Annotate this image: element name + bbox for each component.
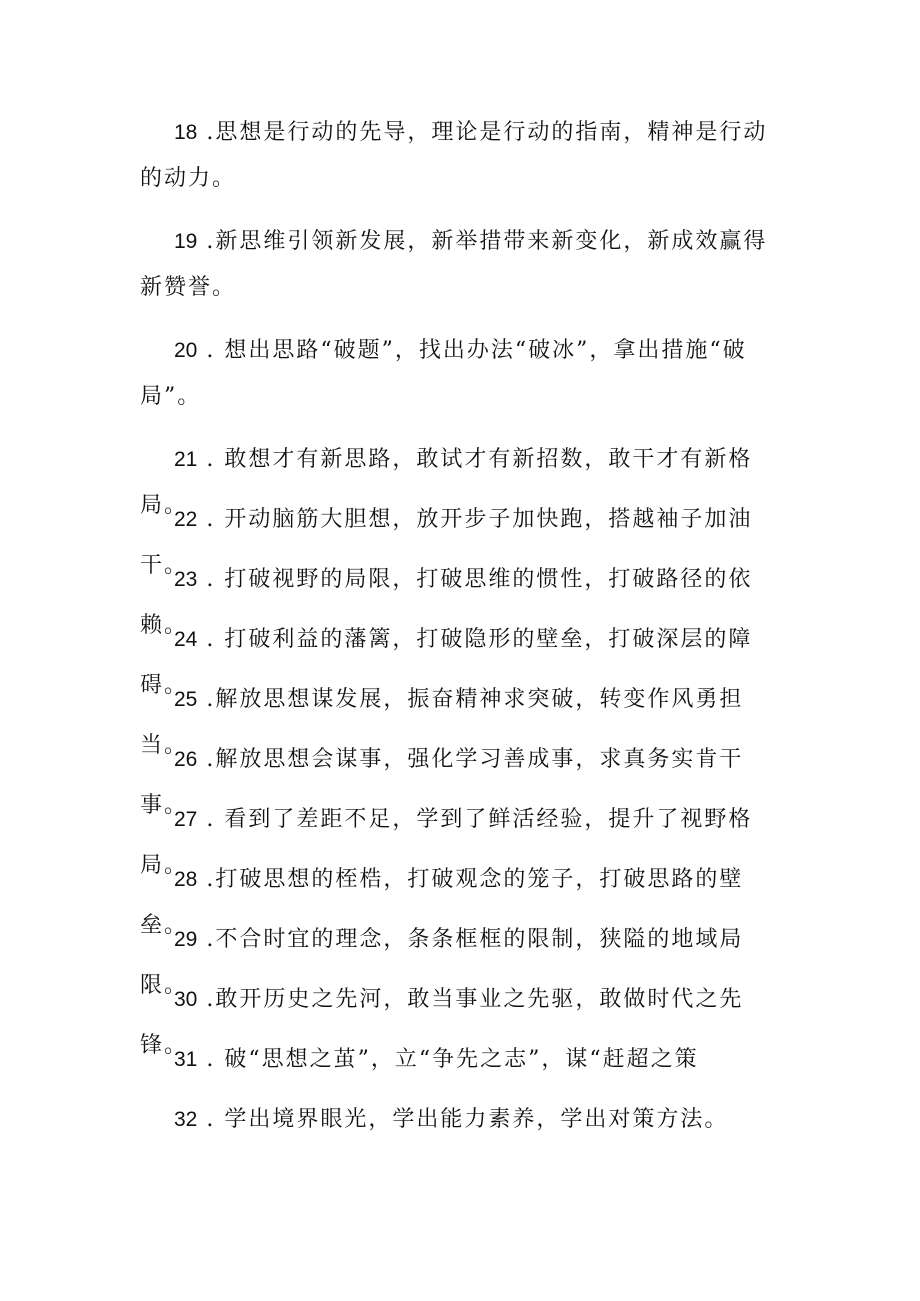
list-item bbox=[140, 328, 780, 420]
item-number: 19 bbox=[174, 230, 198, 253]
item-text: .解放思想会谋事，强化学习善成事，求真务实肯干事。 bbox=[140, 747, 744, 818]
item-number: 20 bbox=[174, 339, 198, 362]
item-text: . 敢想才有新思路，敢试才有新招数，敢干才有新格局。 bbox=[140, 447, 753, 518]
item-number: 32 bbox=[174, 1108, 198, 1131]
item-text: . 开动脑筋大胆想，放开步子加快跑，搭越袖子加油干。 bbox=[140, 507, 753, 578]
item-number: 21 bbox=[174, 448, 198, 471]
item-number: 28 bbox=[174, 868, 198, 891]
item-text: . 想出思路“破题”，找出办法“破冰”，拿出措施“破局”。 bbox=[140, 338, 747, 409]
item-text: . 打破利益的藩篱，打破隐形的壁垒，打破深层的障碍。 bbox=[140, 627, 753, 698]
item-text: .解放思想谋发展，振奋精神求突破，转变作风勇担当。 bbox=[140, 687, 744, 758]
item-text: . 打破视野的局限，打破思维的惯性，打破路径的依赖。 bbox=[140, 567, 753, 638]
item-text: . 看到了差距不足，学到了鲜活经验，提升了视野格局。 bbox=[140, 807, 753, 878]
item-text: .不合时宜的理念，条条框框的限制，狭隘的地域局限。 bbox=[140, 927, 744, 998]
item-number: 22 bbox=[174, 508, 198, 531]
item-text: .思想是行动的先导，理论是行动的指南，精神是行动的动力。 bbox=[140, 120, 768, 191]
item-number: 31 bbox=[174, 1048, 198, 1071]
item-text: .打破思想的桎梏，打破观念的笼子，打破思路的壁垒。 bbox=[140, 867, 744, 938]
item-number: 18 bbox=[174, 121, 198, 144]
item-number: 30 bbox=[174, 988, 198, 1011]
item-number: 26 bbox=[174, 748, 198, 771]
item-number: 29 bbox=[174, 928, 198, 951]
item-text: . 破“思想之茧”，立“争先之志”，谋“赶超之策 bbox=[197, 1047, 699, 1072]
list-item bbox=[140, 1097, 780, 1143]
item-text: .新思维引领新发展，新举措带来新变化，新成效赢得新赞誉。 bbox=[140, 229, 768, 300]
item-number: 25 bbox=[174, 688, 198, 711]
list-item bbox=[140, 219, 780, 311]
item-number: 27 bbox=[174, 808, 198, 831]
list-item bbox=[140, 110, 780, 202]
item-text: . 学出境界眼光，学出能力素养，学出对策方法。 bbox=[197, 1107, 729, 1132]
item-text: .敢开历史之先河，敢当事业之先驱，敢做时代之先锋。 bbox=[140, 987, 744, 1058]
item-number: 24 bbox=[174, 628, 198, 651]
item-number: 23 bbox=[174, 568, 198, 591]
list-item bbox=[140, 1037, 780, 1083]
